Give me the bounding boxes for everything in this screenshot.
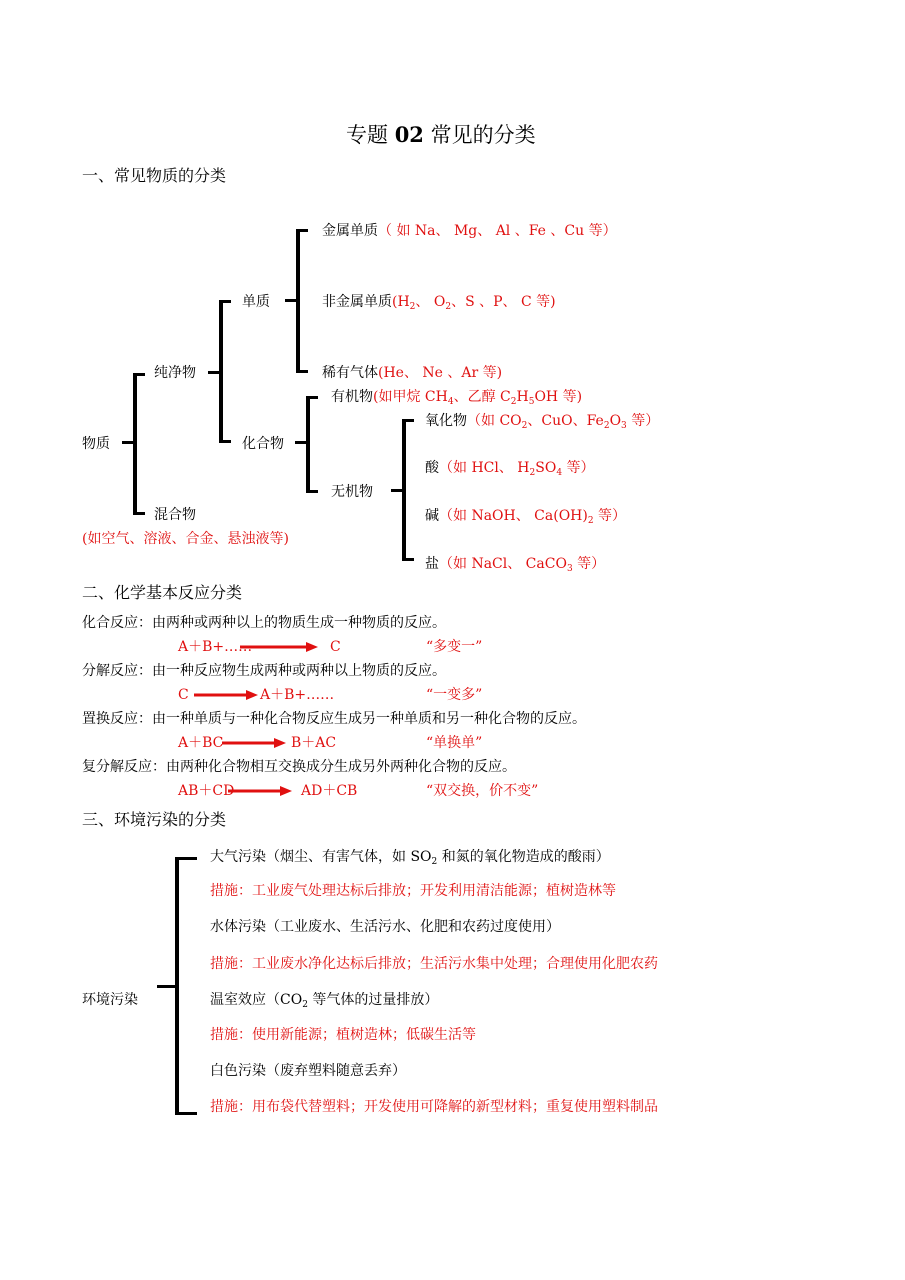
reaction-definition: 分解反应：由一种反应物生成两种或两种以上物质的反应。: [82, 663, 446, 679]
node-mixture: 混合物: [154, 507, 196, 523]
pollution-measure: 措施：用布袋代替塑料；开发使用可降解的新型材料；重复使用塑料制品: [210, 1099, 658, 1115]
mixture-note: (如空气、溶液、合金、悬浊液等): [82, 531, 289, 547]
reaction-arrow: [222, 737, 288, 749]
pollution-measure: 措施：使用新能源；植树造林；低碳生活等: [210, 1027, 476, 1043]
title-prefix: 专题: [346, 123, 388, 147]
section-2-heading: 二、化学基本反应分类: [82, 583, 243, 602]
reaction-right: AD＋CB: [301, 783, 358, 799]
reaction-right: A＋B+……: [260, 687, 335, 703]
reaction-left: A＋BC: [178, 735, 224, 751]
reaction-arrow: [194, 689, 260, 701]
section-3-heading: 三、环境污染的分类: [82, 810, 227, 829]
reaction-definition: 复分解反应：由两种化合物相互交换成分生成另外两种化合物的反应。: [82, 759, 516, 775]
page-title: [346, 124, 536, 146]
node-noble-gas: 稀有气体(He、 Ne 、Ar 等): [322, 365, 503, 381]
reaction-right: C: [330, 639, 341, 655]
node-nonmetal: 非金属单质($H_2$、 $O_2$、S 、P、 C 等): [322, 294, 556, 312]
reaction-note: “一变多”: [426, 687, 483, 703]
reaction-arrow: [240, 641, 320, 653]
title-number: 02: [394, 122, 424, 147]
node-substance: 物质: [82, 436, 110, 452]
reaction-arrow: [228, 785, 294, 797]
reaction-left: AB＋CD: [178, 783, 235, 799]
section-1-heading: 一、常见物质的分类: [82, 166, 227, 185]
node-salt: 盐（如 NaCl、 CaCO$_3$ 等）: [425, 556, 606, 574]
title-suffix: 常见的分类: [430, 123, 536, 147]
node-pure: 纯净物: [154, 365, 196, 381]
reaction-note: “多变一”: [426, 639, 483, 655]
reaction-left: C: [178, 687, 189, 703]
reaction-definition: 置换反应：由一种单质与一种化合物反应生成另一种单质和另一种化合物的反应。: [82, 711, 586, 727]
pollution-type: 水体污染（工业废水、生活污水、化肥和农药过度使用）: [210, 919, 560, 935]
pollution-measure: 措施：工业废水净化达标后排放；生活污水集中处理；合理使用化肥农药: [210, 956, 658, 972]
node-oxide: 氧化物（如 $CO_2$、CuO、$Fe_2O_3$ 等）: [425, 413, 660, 431]
node-acid: 酸（如 HCl、 $H_2SO_4$ 等）: [425, 460, 595, 478]
node-inorganic: 无机物: [331, 484, 373, 500]
pollution-type: 大气污染（烟尘、有害气体，如 $SO_2$ 和氮的氧化物造成的酸雨）: [210, 849, 610, 867]
pollution-measure: 措施：工业废气处理达标后排放；开发利用清洁能源；植树造林等: [210, 883, 616, 899]
reaction-definition: 化合反应：由两种或两种以上的物质生成一种物质的反应。: [82, 615, 446, 631]
reaction-note: “双交换，价不变”: [426, 783, 539, 799]
pollution-type: 白色污染（废弃塑料随意丢弃）: [210, 1063, 406, 1079]
reaction-right: B＋AC: [291, 735, 337, 751]
pollution-type: 温室效应（$CO_2$ 等气体的过量排放）: [210, 992, 439, 1010]
node-base: 碱（如 NaOH、 $Ca(OH)_2$ 等）: [425, 508, 627, 526]
node-organic: 有机物(如甲烷 $CH_4$、乙醇 $C_2H_5OH$ 等): [331, 389, 583, 407]
reaction-left: A＋B+……: [178, 639, 253, 655]
pollution-root: 环境污染: [82, 992, 138, 1008]
reaction-note: “单换单”: [426, 735, 483, 751]
node-metal: 金属单质（ 如 Na、 Mg、 Al 、Fe 、Cu 等）: [322, 223, 617, 239]
node-element: 单质: [242, 294, 270, 310]
node-compound: 化合物: [242, 436, 284, 452]
